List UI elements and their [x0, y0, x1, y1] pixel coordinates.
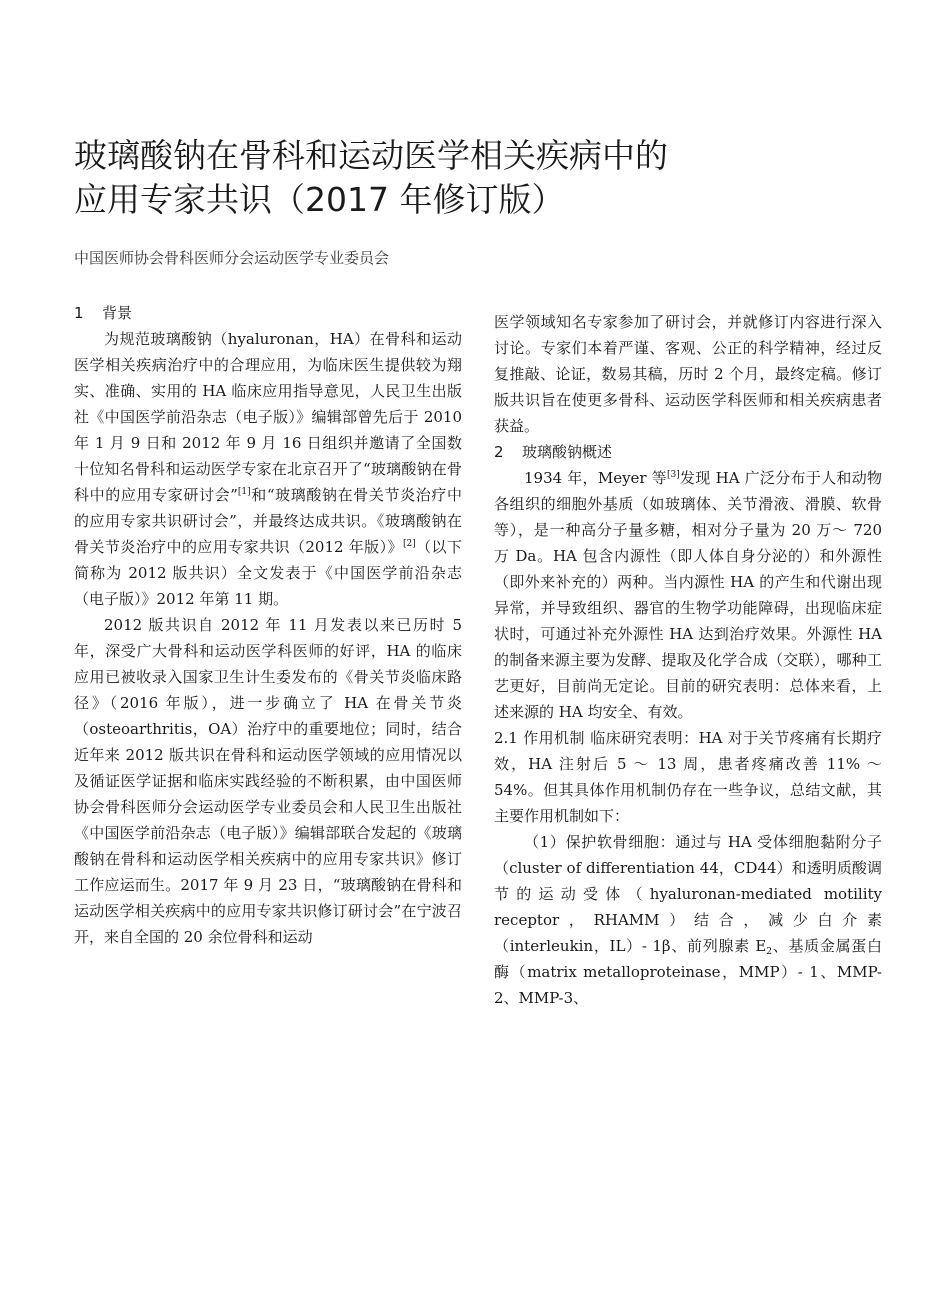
section-1-title: 背景: [102, 304, 133, 322]
left-column: [74, 300, 462, 950]
section-1-heading: [74, 300, 462, 326]
section-1-number: 1: [74, 304, 84, 322]
background-paragraph-continued: 医学领域知名专家参加了研讨会，并就修订内容进行深入讨论。专家们本着严谨、客观、公正的科学精神，经过反复推敲、论证，数易其稿，历时 2 个月，最终定稿。修订版共识旨在使更多骨科、运动医学科医师和相关疾病患者获益。: [494, 313, 882, 435]
background-p1-text-b: 和“玻璃酸钠在骨关节炎治疗中的应用专家共识研讨会”，并最终达成共识。《玻璃酸钠在骨关节炎治疗中的应用专家共识（2012 年版）》: [74, 486, 463, 556]
section-2-1-heading: 2.1 作用机制: [494, 729, 585, 747]
title-line-1: 玻璃酸钠在骨科和运动医学相关疾病中的: [74, 136, 668, 175]
section-2-heading: [494, 439, 882, 465]
overview-text-a: 1934 年，Meyer 等: [524, 469, 667, 487]
section-2-title: 玻璃酸钠概述: [522, 443, 613, 461]
overview-text-b: 发现 HA 广泛分布于人和动物各组织的细胞外基质（如玻璃体、关节滑液、滑膜、软骨等），是一种高分子量多糖，相对分子量为 20 万～ 720 万 Da。HA 包含内源性（即人体自身分泌的）和外源性（即外来补充的）两种。当内源性 HA 的产生和代谢出现异常，并导致组织、器官的生物学功能障碍，出现临床症状时，可通过补充外源性 HA 达到治疗效果。外源性 HA 的制备来源主要为发酵、提取及化学合成（交联），哪种工艺更好，目前尚无定论。目前的研究表明：总体来看，上述来源的 HA 均安全、有效。: [494, 469, 883, 721]
background-p1-text-a: 为规范玻璃酸钠（hyaluronan，HA）在骨科和运动医学相关疾病治疗中的合理应用，为临床医生提供较为翔实、准确、实用的 HA 临床应用指导意见，人民卫生出版社《中国医学前沿杂志（电子版）》编辑部曾先后于 2010 年 1 月 9 日和 2012 年 9 月 16 日组织并邀请了全国数十位知名骨科和运动医学专家在北京召开了“玻璃酸钠在骨科中的应用专家研讨会”: [74, 330, 462, 504]
reference-2[interactable]: [2]: [402, 539, 416, 549]
title-line-2: 应用专家共识（2017 年修订版）: [74, 180, 565, 219]
mechanism-paragraph: [494, 725, 882, 829]
background-p1-text-c: （以下简称为 2012 版共识）全文发表于《中国医学前沿杂志（电子版）》2012 年第 11 期。: [74, 538, 462, 608]
overview-paragraph: [494, 465, 882, 725]
reference-1[interactable]: [1]: [237, 487, 251, 497]
author-affiliation: 中国医师协会骨科医师分会运动医学专业委员会: [74, 249, 390, 267]
chondrocyte-text-a: （1）保护软骨细胞：通过与 HA 受体细胞黏附分子（cluster of differentiation 44，CD44）和透明质酸调节的运动受体（hyaluronan-mediated motility receptor，RHAMM）结合，减少白介素（interleukin，IL）- 1β、前列腺素 E: [494, 833, 882, 955]
section-2-number: 2: [494, 443, 504, 461]
mechanism-text: 临床研究表明：HA 对于关节疼痛有长期疗效，HA 注射后 5 ～ 13 周，患者疼痛改善 11% ～54%。但其具体作用机制仍存在一些争议，总结文献，其主要作用机制如下：: [494, 729, 882, 825]
background-paragraph-1: [74, 326, 462, 612]
subscript-2: 2: [766, 947, 773, 957]
background-paragraph-2: 2012 版共识自 2012 年 11 月发表以来已历时 5 年，深受广大骨科和运动医学科医师的好评，HA 的临床应用已被收录入国家卫生计生委发布的《骨关节炎临床路径》（2016 年版），进一步确立了 HA 在骨关节炎（osteoarthritis，OA）治疗中的重要地位；同时，结合近年来 2012 版共识在骨科和运动医学领域的应用情况以及循证医学证据和临床实践经验的不断积累，由中国医师协会骨科医师分会运动医学专业委员会和人民卫生出版社《中国医学前沿杂志（电子版）》编辑部联合发起的《玻璃酸钠在骨科和运动医学相关疾病中的应用专家共识》修订工作应运而生。2017 年 9 月 23 日，“玻璃酸钠在骨科和运动医学相关疾病中的应用专家共识修订研讨会”在宁波召开，来自全国的 20 余位骨科和运动: [74, 616, 462, 946]
right-column: [494, 309, 882, 1011]
chondrocyte-protection-paragraph: [494, 829, 882, 1011]
reference-3[interactable]: [3]: [666, 470, 680, 480]
chondrocyte-text-b: 、基质金属蛋白酶（matrix metalloproteinase，MMP）- 1、MMP-2、MMP-3、: [494, 937, 882, 1007]
article-title: [74, 134, 834, 222]
